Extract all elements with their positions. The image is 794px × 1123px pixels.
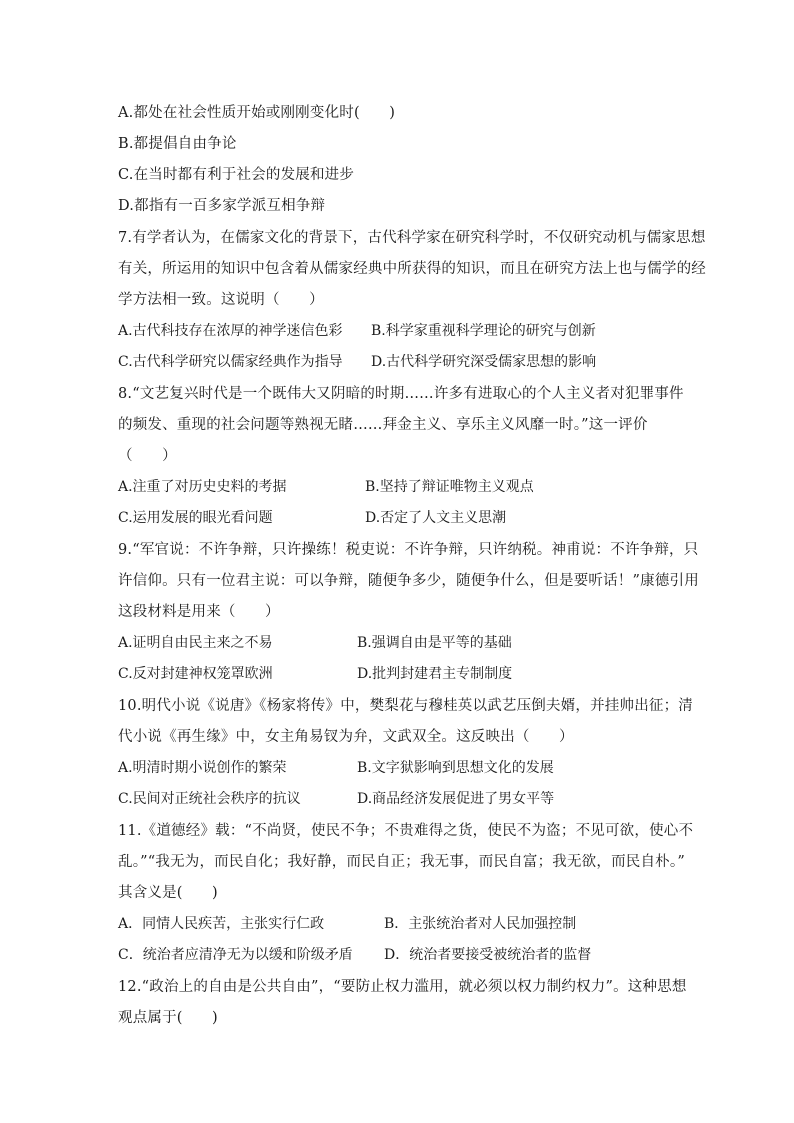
q8-option-d: D.否定了人文主义思潮 [365,510,507,526]
q9-stem-line-1: 9.“军官说：不许争辩，只许操练！税吏说：不许争辩，只许纳税。神甫说：不许争辩，只 [118,542,699,558]
q7-option-b: B.科学家重视科学理论的研究与创新 [371,323,596,339]
q6-option-a: A.都处在社会性质开始或刚刚变化时( ) [118,105,396,121]
q11-stem-line-3: 其含义是( ) [118,885,218,901]
q8-option-c: C.运用发展的眼光看问题 [118,510,273,526]
q6-option-b: B.都提倡自由争论 [118,136,237,152]
q7-option-a: A.古代科技存在浓厚的神学迷信色彩 [118,323,343,339]
q8-stem-line-2: 的频发、重现的社会问题等熟视无睹……拜金主义、享乐主义风靡一时。”这一评价 [118,417,648,433]
q9-option-b: B.强调自由是平等的基础 [357,635,512,651]
q11-option-b: B．主张统治者对人民加强控制 [384,916,577,932]
q8-option-a: A.注重了对历史史料的考据 [118,479,287,495]
q11-option-a: A．同情人民疾苦，主张实行仁政 [118,916,325,932]
q10-option-a: A.明清时期小说创作的繁荣 [118,760,287,776]
q10-option-b: B.文字狱影响到思想文化的发展 [357,760,554,776]
q11-option-c: C．统治者应清净无为以缓和阶级矛盾 [118,947,353,963]
q11-stem-line-1: 11.《道德经》载：“不尚贤，使民不争；不贵难得之货，使民不为盗；不见可欲，使心不 [118,823,694,839]
q6-option-d: D.都指有一百多家学派互相争辩 [118,198,326,214]
q12-stem-line-1: 12.“政治上的自由是公共自由”，“要防止权力滥用，就必须以权力制约权力”。这种思想 [118,979,687,995]
q10-option-d: D.商品经济发展促进了男女平等 [357,791,555,807]
q7-stem-line-3: 学方法相一致。这说明（ ） [118,292,324,308]
q10-stem-line-2: 代小说《再生缘》中，女主角易钗为弁，文武双全。这反映出（ ） [118,729,574,745]
q12-stem-line-2: 观点属于( ) [118,1010,218,1026]
q7-stem-line-2: 有关，所运用的知识中包含着从儒家经典中所获得的知识，而且在研究方法上也与儒学的经 [118,261,706,277]
q8-stem-line-3: （ ） [118,448,177,464]
q8-stem-line-1: 8.“文艺复兴时代是一个既伟大又阴暗的时期……许多有进取心的个人主义者对犯罪事件 [118,386,684,402]
q7-option-d: D.古代科学研究深受儒家思想的影响 [371,354,597,370]
q8-option-b: B.坚持了辩证唯物主义观点 [365,479,534,495]
q9-option-a: A.证明自由民主来之不易 [118,635,273,651]
q9-option-c: C.反对封建神权笼罩欧洲 [118,666,273,682]
q11-option-d: D．统治者要接受被统治者的监督 [384,947,592,963]
q9-option-d: D.批判封建君主专制制度 [357,666,513,682]
q10-option-c: C.民间对正统社会秩序的抗议 [118,791,301,807]
q6-option-c: C.在当时都有利于社会的发展和进步 [118,167,355,183]
q11-stem-line-2: 乱。”“我无为，而民自化；我好静，而民自正；我无事，而民自富；我无欲，而民自朴。” [118,854,685,870]
q7-stem-line-1: 7.有学者认为，在儒家文化的背景下，古代科学家在研究科学时，不仅研究动机与儒家思想 [118,230,706,246]
q10-stem-line-1: 10.明代小说《说唐》《杨家将传》中，樊梨花与穆桂英以武艺压倒夫婿，并挂帅出征；清 [118,698,694,714]
q9-stem-line-2: 许信仰。只有一位君主说：可以争辩，随便争多少，随便争什么，但是要听话！”康德引用 [118,573,699,589]
q7-option-c: C.古代科学研究以儒家经典作为指导 [118,354,343,370]
q9-stem-line-3: 这段材料是用来（ ） [118,604,280,620]
